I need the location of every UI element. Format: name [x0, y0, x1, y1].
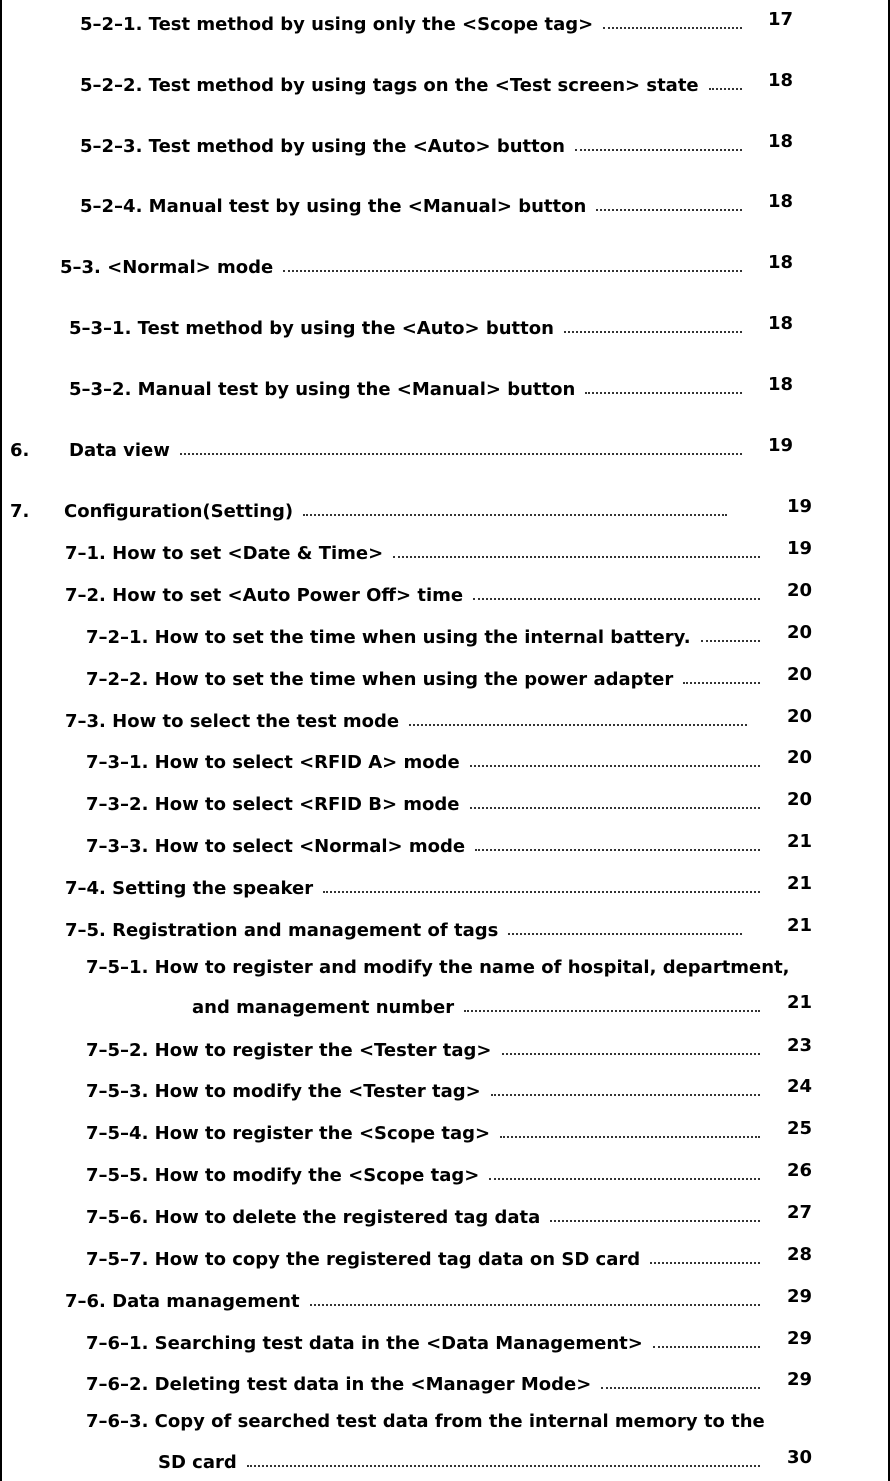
- leader-dots: [470, 807, 760, 809]
- toc-entry-7-2-2[interactable]: 7–2–2. How to set the time when using the power adapter: [86, 664, 768, 690]
- leader-dots: [683, 682, 760, 684]
- toc-entry-7-5-4[interactable]: 7–5–4. How to register the <Scope tag>: [86, 1118, 768, 1144]
- leader-dots: [283, 270, 742, 272]
- toc-page-number: 20: [787, 580, 813, 601]
- toc-page-number: 20: [787, 706, 813, 727]
- leader-dots: [470, 765, 760, 767]
- toc-page-number: 20: [787, 789, 813, 810]
- toc-page-number: 25: [787, 1118, 813, 1139]
- leader-dots: [575, 149, 742, 151]
- section-number: 6.: [10, 440, 30, 461]
- toc-page-number: 30: [787, 1447, 813, 1468]
- leader-dots: [473, 598, 760, 600]
- leader-dots: [603, 27, 742, 29]
- toc-page-number: 21: [787, 873, 813, 894]
- toc-entry-7-5-5[interactable]: 7–5–5. How to modify the <Scope tag>: [86, 1160, 768, 1186]
- toc-entry-7-3-1[interactable]: 7–3–1. How to select <RFID A> mode: [86, 747, 768, 773]
- toc-page-number: 27: [787, 1202, 813, 1223]
- toc-entry-7-6-3[interactable]: SD card: [158, 1447, 768, 1473]
- leader-dots: [585, 392, 742, 394]
- toc-entry-5-3-1[interactable]: 5–3–1. Test method by using the <Auto> button: [69, 313, 750, 339]
- toc-entry-7-3-2[interactable]: 7–3–2. How to select <RFID B> mode: [86, 789, 768, 815]
- leader-dots: [303, 514, 727, 516]
- leader-dots: [650, 1262, 760, 1264]
- toc-entry-5-2-1[interactable]: 5–2–1. Test method by using only the <Scope tag>: [80, 9, 750, 35]
- leader-dots: [489, 1178, 760, 1180]
- toc-page-number: 29: [787, 1328, 813, 1349]
- toc-entry-7-3-3[interactable]: 7–3–3. How to select <Normal> mode: [86, 831, 768, 857]
- toc-entry-7-2[interactable]: 7–2. How to set <Auto Power Off> time: [65, 580, 768, 606]
- toc-entry-7-5-7[interactable]: 7–5–7. How to copy the registered tag data on SD card: [86, 1244, 768, 1270]
- leader-dots: [247, 1465, 760, 1467]
- toc-page-number: 21: [787, 831, 813, 852]
- toc-page-number: 19: [787, 538, 813, 559]
- toc-entry-5-3[interactable]: 5–3. <Normal> mode: [60, 252, 750, 278]
- leader-dots: [502, 1053, 760, 1055]
- toc-page-number: 20: [787, 664, 813, 685]
- leader-dots: [475, 849, 760, 851]
- toc-page-number: 26: [787, 1160, 813, 1181]
- section-number: 7.: [10, 501, 30, 522]
- toc-page-number: 18: [768, 374, 794, 395]
- toc-entry-5-2-3[interactable]: 5–2–3. Test method by using the <Auto> button: [80, 131, 750, 157]
- toc-entry-7-5[interactable]: 7–5. Registration and management of tags: [65, 915, 750, 941]
- toc-page-number: 18: [768, 252, 794, 273]
- toc-page-number: 19: [787, 496, 813, 517]
- toc-page-number: 20: [787, 622, 813, 643]
- leader-dots: [491, 1094, 760, 1096]
- toc-page-number: 18: [768, 191, 794, 212]
- toc-page-number: 28: [787, 1244, 813, 1265]
- leader-dots: [393, 556, 760, 558]
- toc-entry-7-5-1[interactable]: and management number: [192, 992, 768, 1018]
- leader-dots: [550, 1220, 760, 1222]
- leader-dots: [701, 640, 760, 642]
- toc-entry-7-5-3[interactable]: 7–5–3. How to modify the <Tester tag>: [86, 1076, 768, 1102]
- leader-dots: [310, 1304, 760, 1306]
- leader-dots: [653, 1346, 760, 1348]
- toc-entry-7-5-1-line1[interactable]: 7–5–1. How to register and modify the name of hospital, department,: [86, 957, 790, 978]
- leader-dots: [709, 88, 742, 90]
- toc-page-number: 17: [768, 9, 794, 30]
- toc-entry-7-6[interactable]: 7–6. Data management: [65, 1286, 768, 1312]
- toc-entry-7-6-1[interactable]: 7–6–1. Searching test data in the <Data Management>: [86, 1328, 768, 1354]
- toc-entry-7[interactable]: 7. Configuration(Setting): [10, 496, 735, 522]
- toc-entry-7-5-2[interactable]: 7–5–2. How to register the <Tester tag>: [86, 1035, 768, 1061]
- toc-entry-7-2-1[interactable]: 7–2–1. How to set the time when using the internal battery.: [86, 622, 768, 648]
- toc-page-number: 29: [787, 1369, 813, 1390]
- toc-page-number: 18: [768, 313, 794, 334]
- toc-page-number: 18: [768, 131, 794, 152]
- toc-entry-6[interactable]: 6. Data view: [10, 435, 750, 461]
- leader-dots: [464, 1010, 760, 1012]
- toc-page-number: 21: [787, 915, 813, 936]
- leader-dots: [323, 891, 760, 893]
- leader-dots: [596, 209, 742, 211]
- toc-page-number: 20: [787, 747, 813, 768]
- toc-entry-7-6-3-line1[interactable]: 7–6–3. Copy of searched test data from the internal memory to the: [86, 1411, 765, 1432]
- toc-page-number: 23: [787, 1035, 813, 1056]
- toc-page-number: 18: [768, 70, 794, 91]
- toc-entry-5-2-4[interactable]: 5–2–4. Manual test by using the <Manual> button: [80, 191, 750, 217]
- toc-entry-7-5-6[interactable]: 7–5–6. How to delete the registered tag data: [86, 1202, 768, 1228]
- leader-dots: [500, 1136, 760, 1138]
- leader-dots: [601, 1387, 760, 1389]
- toc-entry-7-3[interactable]: 7–3. How to select the test mode: [65, 706, 755, 732]
- toc-page-number: 19: [768, 435, 794, 456]
- toc-page-number: 24: [787, 1076, 813, 1097]
- page-border-left: [0, 0, 2, 1481]
- toc-entry-7-6-2[interactable]: 7–6–2. Deleting test data in the <Manager Mode>: [86, 1369, 768, 1395]
- leader-dots: [508, 933, 742, 935]
- toc-page-number: 21: [787, 992, 813, 1013]
- leader-dots: [564, 331, 742, 333]
- toc-entry-5-3-2[interactable]: 5–3–2. Manual test by using the <Manual> button: [69, 374, 750, 400]
- leader-dots: [409, 724, 747, 726]
- toc-entry-7-1[interactable]: 7–1. How to set <Date & Time>: [65, 538, 768, 564]
- toc-page-number: 29: [787, 1286, 813, 1307]
- toc-entry-5-2-2[interactable]: 5–2–2. Test method by using tags on the <Test screen> state: [80, 70, 750, 96]
- leader-dots: [180, 453, 742, 455]
- toc-entry-7-4[interactable]: 7–4. Setting the speaker: [65, 873, 768, 899]
